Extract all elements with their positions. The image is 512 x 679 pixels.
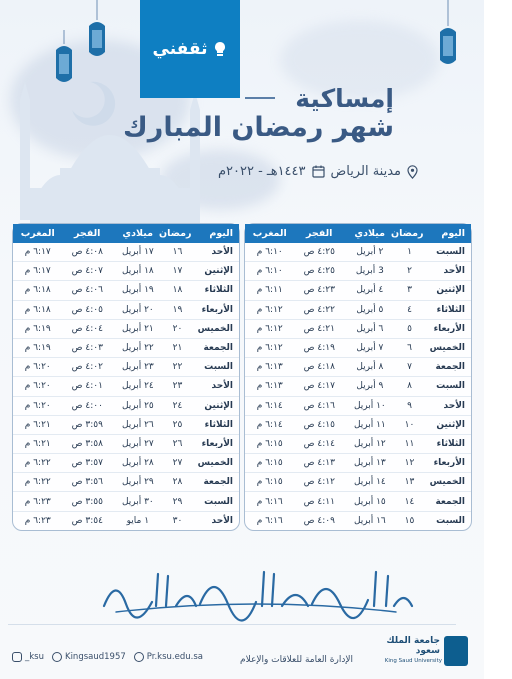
- lightbulb-icon: [212, 41, 228, 57]
- cell-gregorian: ١١ أبريل: [353, 419, 386, 430]
- cell-fajr: ٣:٥٩ ص: [71, 419, 103, 430]
- cell-day: الأحد: [443, 266, 465, 277]
- city-label: مدينة الرياض: [330, 164, 401, 179]
- cell-day: الخميس: [429, 477, 465, 488]
- cell-ramadan: ١٢: [404, 458, 415, 469]
- cell-maghrib: ٦:١٧ م: [24, 266, 51, 277]
- instagram-text: Kingsaud1957: [65, 652, 126, 662]
- cell-maghrib: ٦:١٠ م: [256, 247, 283, 258]
- cell-maghrib: ٦:١٢ م: [256, 323, 283, 334]
- cell-day: الثلاثاء: [436, 438, 465, 449]
- website-link[interactable]: [134, 652, 203, 662]
- cell-day: الثلاثاء: [204, 285, 233, 296]
- cell-ramadan: ١٦: [172, 247, 183, 258]
- table-row: [245, 377, 471, 396]
- cell-fajr: ٤:٠٤ ص: [71, 323, 103, 334]
- table-row: [13, 397, 239, 416]
- cell-fajr: ٤:٢٥ ص: [303, 266, 335, 277]
- header-ramadan: رمضان: [159, 228, 192, 239]
- cell-day: السبت: [436, 247, 465, 258]
- table-row: [13, 454, 239, 473]
- cell-ramadan: ١٠: [404, 419, 415, 430]
- cell-fajr: ٣:٥٦ ص: [71, 477, 103, 488]
- table-row: [245, 435, 471, 454]
- twitter-text: _ksu: [25, 652, 44, 662]
- table-row: [13, 262, 239, 281]
- table-row: [245, 397, 471, 416]
- footer-contacts: [12, 652, 203, 662]
- table-row: [245, 262, 471, 281]
- cell-day: الثلاثاء: [436, 304, 465, 315]
- cell-gregorian: ١٢ أبريل: [353, 438, 386, 449]
- cell-maghrib: ٦:١٥ م: [256, 458, 283, 469]
- table-row: [13, 243, 239, 262]
- cell-maghrib: ٦:١٢ م: [256, 304, 283, 315]
- cell-maghrib: ٦:١٦ م: [256, 516, 283, 527]
- cell-fajr: ٤:٠٢ ص: [71, 362, 103, 373]
- cell-fajr: ٤:٢١ ص: [303, 323, 335, 334]
- schedule-table-first-half: [244, 223, 472, 531]
- header-maghrib: المغرب: [252, 228, 287, 239]
- cell-gregorian: ١٣ أبريل: [353, 458, 386, 469]
- lantern-icon: [86, 0, 108, 64]
- table-row: [245, 473, 471, 492]
- cell-gregorian: ٥ أبريل: [356, 304, 384, 315]
- title-divider: [245, 97, 275, 99]
- table-row: [13, 358, 239, 377]
- table-row: [13, 377, 239, 396]
- cell-ramadan: ٢: [407, 266, 412, 277]
- calligraphy-illustration: [96, 566, 416, 616]
- cell-gregorian: ٨ أبريل: [356, 362, 384, 373]
- twitter-icon: [12, 652, 22, 662]
- cell-ramadan: ٨: [407, 381, 412, 392]
- cell-ramadan: ١٥: [404, 516, 415, 527]
- location-pin-icon: [407, 165, 418, 179]
- table-row: [245, 512, 471, 531]
- table-row: [245, 320, 471, 339]
- cell-gregorian: ١ مايو: [126, 516, 150, 527]
- cell-day: الثلاثاء: [204, 419, 233, 430]
- cell-fajr: ٤:٠٩ ص: [303, 516, 335, 527]
- cell-gregorian: ١٧ أبريل: [121, 247, 154, 258]
- header-fajr: الفجر: [74, 228, 101, 239]
- table-header: [245, 224, 471, 243]
- cell-maghrib: ٦:١٣ م: [256, 362, 283, 373]
- brand-badge[interactable]: [140, 0, 240, 98]
- cell-fajr: ٤:٢٢ ص: [303, 304, 335, 315]
- cell-gregorian: ٢٨ أبريل: [121, 458, 154, 469]
- cell-maghrib: ٦:١٧ م: [24, 247, 51, 258]
- cell-gregorian: ٢٩ أبريل: [121, 477, 154, 488]
- cell-fajr: ٤:١٤ ص: [303, 438, 335, 449]
- cell-maghrib: ٦:٢٣ م: [24, 496, 51, 507]
- cell-ramadan: ٢٨: [172, 477, 183, 488]
- cell-gregorian: ٩ أبريل: [356, 381, 384, 392]
- cell-ramadan: ١٧: [172, 266, 183, 277]
- cell-ramadan: ٣: [407, 285, 412, 296]
- cell-gregorian: ٤ أبريل: [356, 285, 384, 296]
- cell-day: الأربعاء: [201, 304, 233, 315]
- cell-gregorian: ١٦ أبريل: [353, 516, 386, 527]
- cell-day: الإثنين: [204, 266, 233, 277]
- cell-ramadan: ١١: [404, 438, 415, 449]
- cell-maghrib: ٦:١١ م: [256, 285, 283, 296]
- cell-day: الإثنين: [436, 285, 465, 296]
- cell-gregorian: ١٥ أبريل: [353, 496, 386, 507]
- schedule-table-second-half: [12, 223, 240, 531]
- cell-fajr: ٤:٢٥ ص: [303, 247, 335, 258]
- header-ramadan: رمضان: [391, 228, 424, 239]
- crescent-icon: [72, 82, 115, 126]
- cell-day: الجمعة: [203, 477, 233, 488]
- cell-maghrib: ٦:١٣ م: [256, 381, 283, 392]
- cell-ramadan: ٤: [407, 304, 412, 315]
- cell-gregorian: ٢٧ أبريل: [121, 438, 154, 449]
- cell-maghrib: ٦:٢١ م: [24, 419, 51, 430]
- cell-fajr: ٤:٠٦ ص: [71, 285, 103, 296]
- cell-gregorian: ١٤ أبريل: [353, 477, 386, 488]
- cell-maghrib: ٦:١٠ م: [256, 266, 283, 277]
- cell-fajr: ٤:٠٥ ص: [71, 304, 103, 315]
- cell-maghrib: ٦:١٤ م: [256, 400, 283, 411]
- cell-fajr: ٤:٠٣ ص: [71, 343, 103, 354]
- cell-ramadan: ٢٢: [172, 362, 183, 373]
- table-row: [245, 243, 471, 262]
- table-row: [13, 320, 239, 339]
- cell-ramadan: ٢٣: [172, 381, 183, 392]
- cell-ramadan: ٢٠: [172, 323, 183, 334]
- table-row: [13, 281, 239, 300]
- cell-day: الخميس: [197, 323, 233, 334]
- cell-day: الجمعة: [435, 362, 465, 373]
- header-maghrib: المغرب: [20, 228, 55, 239]
- cell-ramadan: ٢٥: [172, 419, 183, 430]
- instagram-handle[interactable]: [52, 652, 126, 662]
- table-row: [245, 492, 471, 511]
- university-name-en: King Saud University: [384, 658, 442, 664]
- cell-fajr: ٤:١٨ ص: [303, 362, 335, 373]
- cell-fajr: ٣:٥٧ ص: [71, 458, 103, 469]
- cell-gregorian: ١٨ أبريل: [121, 266, 154, 277]
- cell-maghrib: ٦:١٩ م: [24, 323, 51, 334]
- calendar-icon: [312, 165, 325, 178]
- department-name: الإدارة العامة للعلاقات والإعلام: [240, 655, 354, 665]
- cell-gregorian: ٢٤ أبريل: [121, 381, 154, 392]
- cell-maghrib: ٦:١٨ م: [24, 285, 51, 296]
- cell-fajr: ٤:٢٣ ص: [303, 285, 335, 296]
- cell-gregorian: ٢١ أبريل: [121, 323, 154, 334]
- cell-gregorian: ٢٣ أبريل: [121, 362, 154, 373]
- cell-maghrib: ٦:٢٣ م: [24, 516, 51, 527]
- table-row: [245, 358, 471, 377]
- cell-day: الإثنين: [204, 400, 233, 411]
- cell-gregorian: ٢٢ أبريل: [121, 343, 154, 354]
- cell-fajr: ٤:١٢ ص: [303, 477, 335, 488]
- cell-maghrib: ٦:١٥ م: [256, 438, 283, 449]
- cell-gregorian: ١٩ أبريل: [121, 285, 154, 296]
- table-header: [13, 224, 239, 243]
- table-row: [13, 435, 239, 454]
- cell-fajr: ٤:١٩ ص: [303, 343, 335, 354]
- cell-fajr: ٣:٥٤ ص: [71, 516, 103, 527]
- cell-maghrib: ٦:١٤ م: [256, 419, 283, 430]
- cell-gregorian: ١٠ أبريل: [353, 400, 386, 411]
- header-fajr: الفجر: [306, 228, 333, 239]
- page-title: إمساكية: [295, 84, 394, 113]
- cell-day: السبت: [204, 496, 233, 507]
- table-row: [245, 416, 471, 435]
- cell-gregorian: ٢٠ أبريل: [121, 304, 154, 315]
- cell-day: الأحد: [211, 516, 233, 527]
- table-row: [13, 512, 239, 531]
- cell-gregorian: ٢٥ أبريل: [121, 400, 154, 411]
- cell-ramadan: ٢٧: [172, 458, 183, 469]
- table-row: [13, 416, 239, 435]
- cell-fajr: ٣:٥٥ ص: [71, 496, 103, 507]
- cell-ramadan: ٢١: [172, 343, 183, 354]
- cell-maghrib: ٦:١٥ م: [256, 477, 283, 488]
- cell-fajr: ٤:١١ ص: [303, 496, 335, 507]
- cell-ramadan: ١: [407, 247, 412, 258]
- year-label: ١٤٤٣هـ - ٢٠٢٢م: [217, 164, 306, 179]
- cell-day: الخميس: [429, 343, 465, 354]
- cell-ramadan: ٦: [407, 343, 412, 354]
- cell-day: الإثنين: [436, 419, 465, 430]
- cell-maghrib: ٦:٢١ م: [24, 438, 51, 449]
- cell-fajr: ٣:٥٨ ص: [71, 438, 103, 449]
- cell-ramadan: ٢٩: [172, 496, 183, 507]
- table-row: [245, 339, 471, 358]
- cell-gregorian: ٧ أبريل: [356, 343, 384, 354]
- cell-day: الأربعاء: [433, 458, 465, 469]
- table-row: [13, 301, 239, 320]
- cell-ramadan: ١٩: [172, 304, 183, 315]
- table-row: [13, 339, 239, 358]
- cell-day: الجمعة: [203, 343, 233, 354]
- cell-fajr: ٤:٠٠ ص: [71, 400, 103, 411]
- instagram-icon: [52, 652, 62, 662]
- ksu-emblem-icon: [444, 636, 468, 666]
- cell-fajr: ٤:٠٧ ص: [71, 266, 103, 277]
- footer-divider: [8, 624, 456, 625]
- cell-gregorian: 3 أبريل: [355, 266, 384, 277]
- right-margin: [484, 0, 512, 679]
- cell-ramadan: ٥: [407, 323, 412, 334]
- cell-ramadan: ١٨: [172, 285, 183, 296]
- cell-maghrib: ٦:١٢ م: [256, 343, 283, 354]
- cell-fajr: ٤:١٣ ص: [303, 458, 335, 469]
- table-row: [245, 454, 471, 473]
- table-row: [245, 301, 471, 320]
- cell-gregorian: ٢ أبريل: [356, 247, 384, 258]
- cell-day: السبت: [436, 516, 465, 527]
- cell-ramadan: ٩: [407, 400, 412, 411]
- cell-fajr: ٤:١٦ ص: [303, 400, 335, 411]
- cell-day: الأربعاء: [201, 438, 233, 449]
- cell-maghrib: ٦:٢٢ م: [24, 458, 51, 469]
- cell-day: الأحد: [211, 247, 233, 258]
- page-subtitle: شهر رمضان المبارك: [123, 112, 394, 143]
- cell-maghrib: ٦:١٩ م: [24, 343, 51, 354]
- cell-ramadan: ٧: [407, 362, 412, 373]
- cell-day: الأربعاء: [433, 323, 465, 334]
- table-row: [13, 473, 239, 492]
- header-gregorian: ميلادي: [122, 228, 153, 239]
- cell-maghrib: ٦:١٦ م: [256, 496, 283, 507]
- cell-day: السبت: [436, 381, 465, 392]
- cell-fajr: ٤:٠١ ص: [71, 381, 103, 392]
- header-day: اليوم: [209, 228, 233, 239]
- cell-gregorian: ٣٠ أبريل: [121, 496, 154, 507]
- cell-gregorian: ٦ أبريل: [356, 323, 384, 334]
- cell-maghrib: ٦:٢٠ م: [24, 400, 51, 411]
- brand-name: ثقفني: [152, 39, 208, 59]
- cell-ramadan: ١٤: [404, 496, 415, 507]
- header-gregorian: ميلادي: [354, 228, 385, 239]
- cell-ramadan: ٣٠: [172, 516, 183, 527]
- cell-ramadan: ١٣: [404, 477, 415, 488]
- cell-day: الخميس: [197, 458, 233, 469]
- cell-day: الأحد: [443, 400, 465, 411]
- cell-maghrib: ٦:٢٠ م: [24, 381, 51, 392]
- twitter-handle[interactable]: [12, 652, 44, 662]
- cell-ramadan: ٢٤: [172, 400, 183, 411]
- cell-day: السبت: [204, 362, 233, 373]
- cell-maghrib: ٦:١٨ م: [24, 304, 51, 315]
- at-sign-icon: [134, 652, 144, 662]
- lantern-icon: [436, 0, 460, 70]
- cell-maghrib: ٦:٢٠ م: [24, 362, 51, 373]
- lantern-icon: [52, 30, 76, 92]
- cell-fajr: ٤:١٥ ص: [303, 419, 335, 430]
- cell-fajr: ٤:٠٨ ص: [71, 247, 103, 258]
- cell-day: الأحد: [211, 381, 233, 392]
- location-date-line: [218, 164, 418, 179]
- table-row: [13, 492, 239, 511]
- cell-maghrib: ٦:٢٢ م: [24, 477, 51, 488]
- university-name-ar: جامعة الملك سعود: [386, 636, 440, 656]
- header-day: اليوم: [441, 228, 465, 239]
- cell-ramadan: ٢٦: [172, 438, 183, 449]
- cell-gregorian: ٢٦ أبريل: [121, 419, 154, 430]
- table-row: [245, 281, 471, 300]
- cell-day: الجمعة: [435, 496, 465, 507]
- website-text: Pr.ksu.edu.sa: [146, 652, 203, 662]
- cell-fajr: ٤:١٧ ص: [303, 381, 335, 392]
